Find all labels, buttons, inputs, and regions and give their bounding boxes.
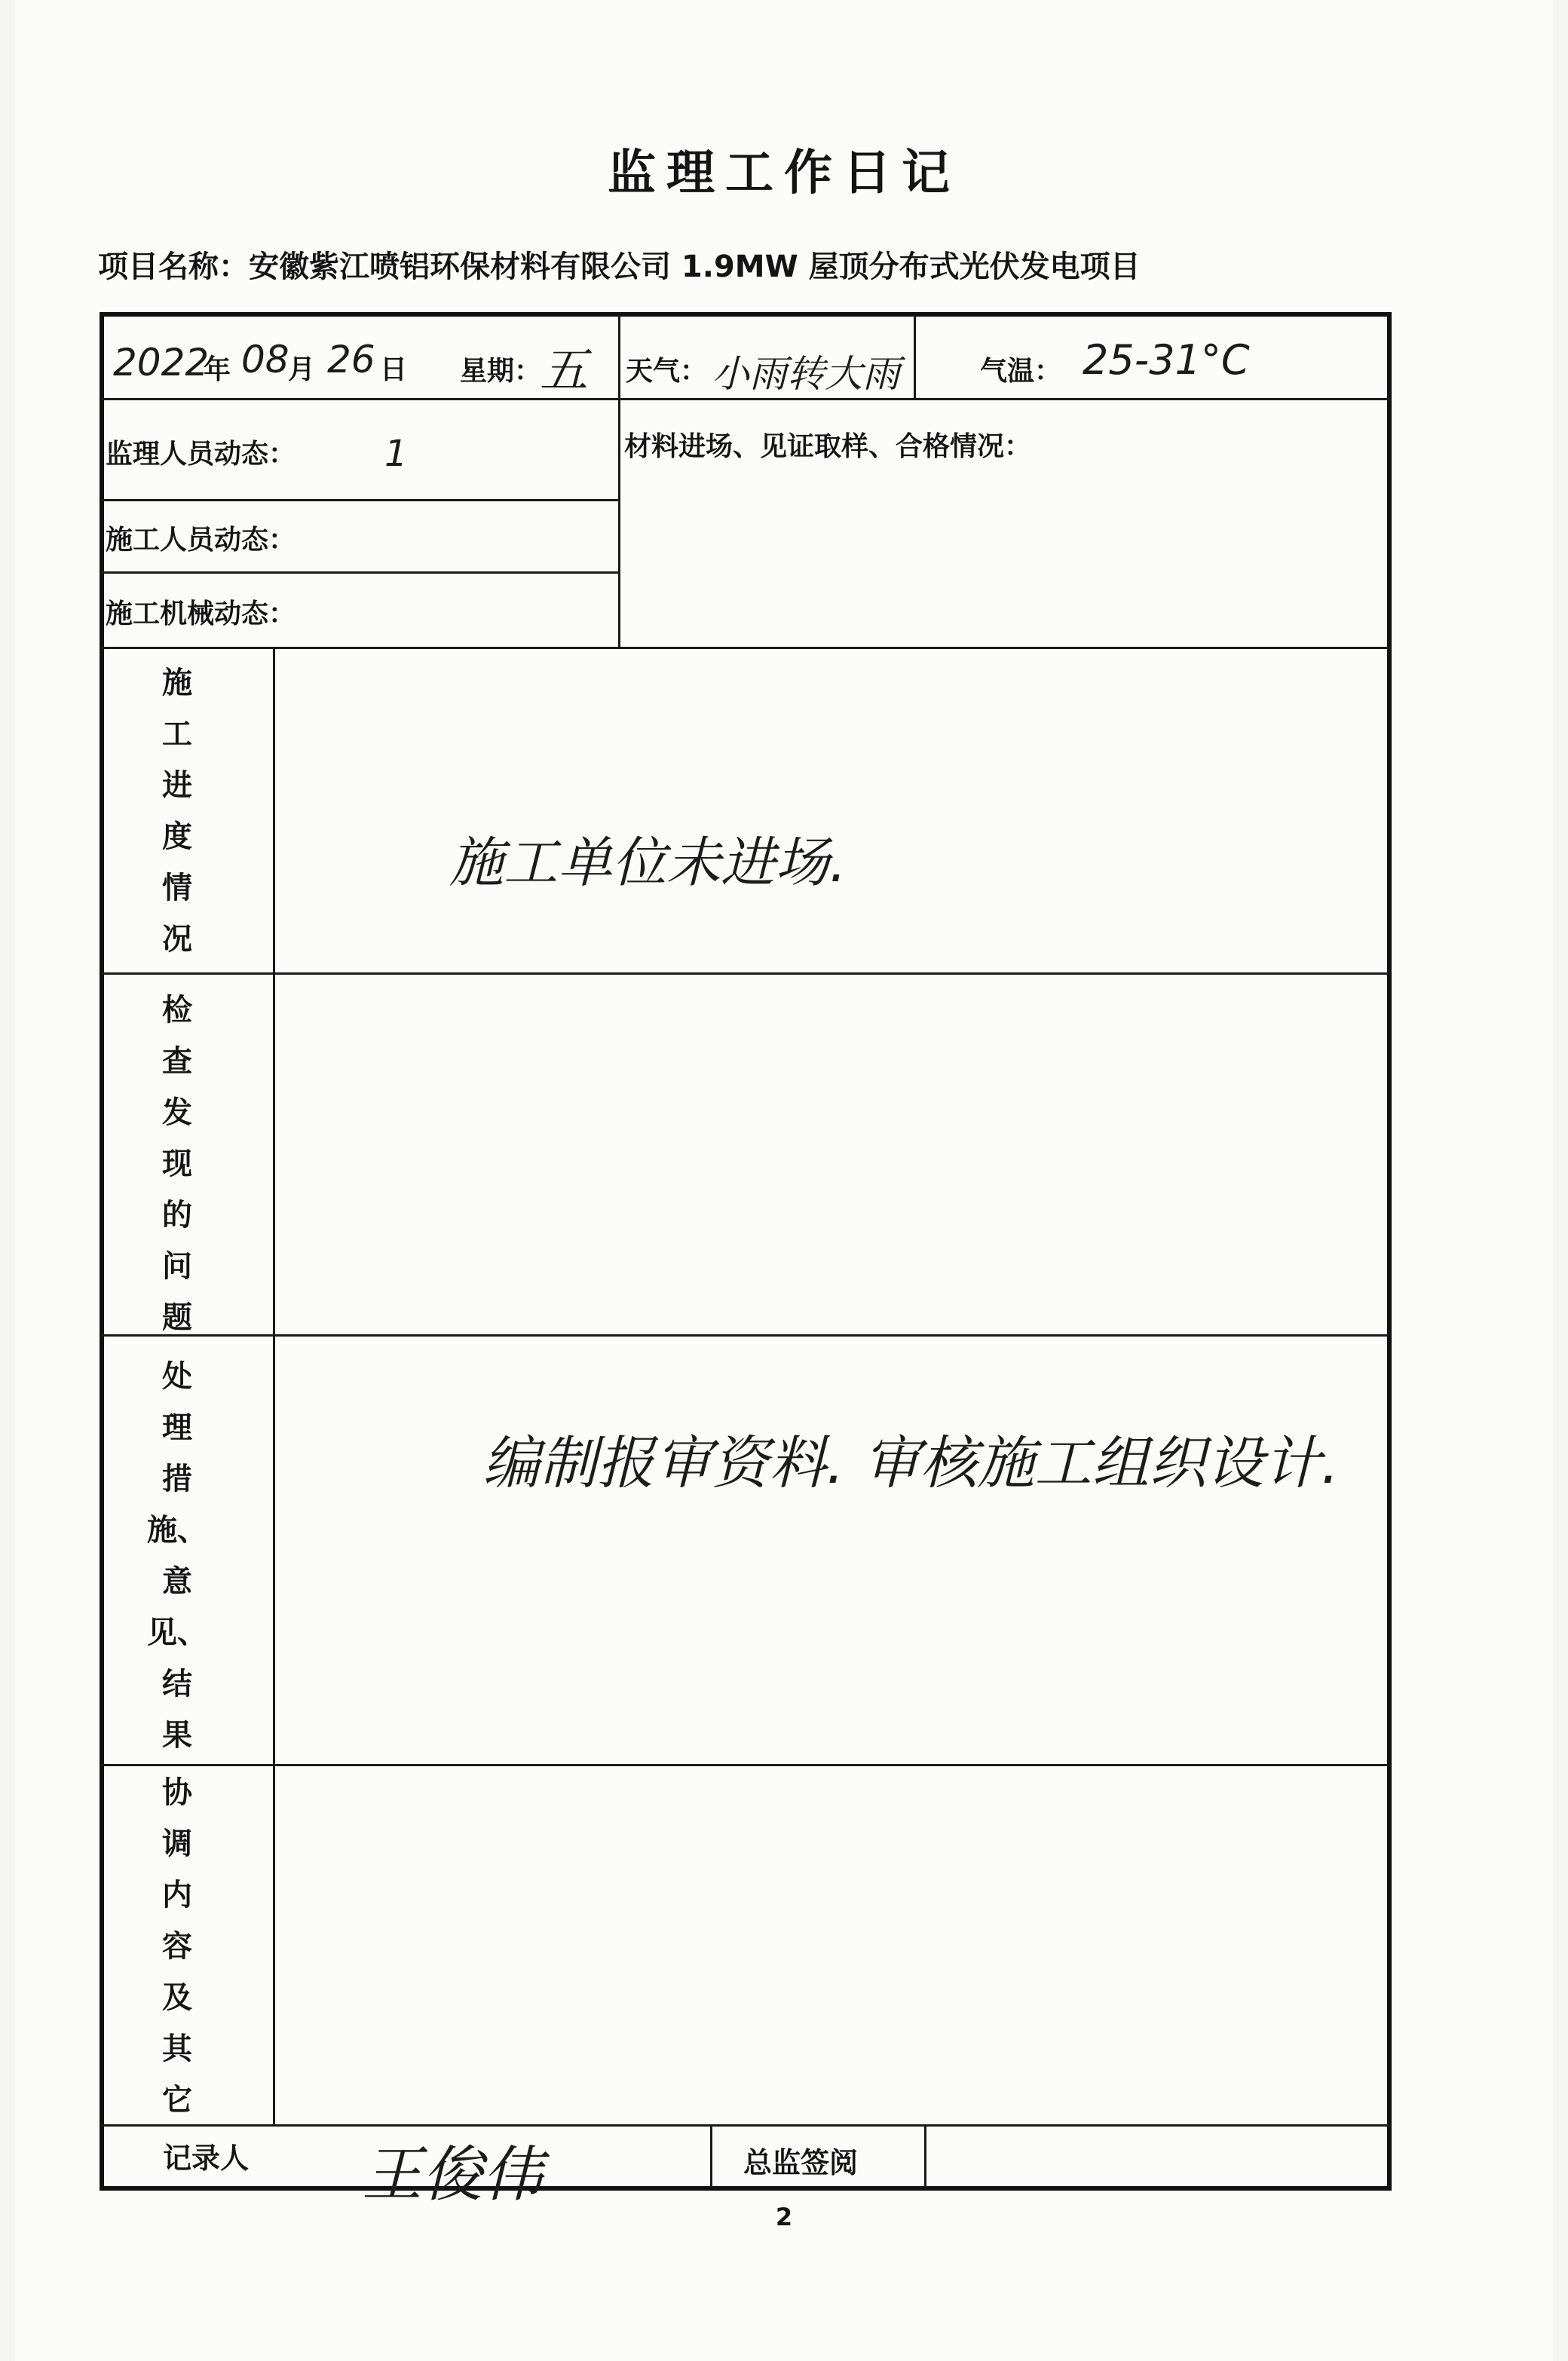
coordination-label: 协 调 内 容 及 其 它 [162,1775,192,2118]
col-divider [273,647,275,2126]
page-title: 监理工作日记 [608,145,960,201]
date-month: 08 [241,338,289,381]
chief-review-label: 总监签阅 [743,2146,859,2179]
weekday-label: 星期： [460,356,542,387]
progress-label: 施 工 进 度 情 况 [162,666,192,957]
col-divider [618,315,620,648]
row-divider [101,647,1390,649]
recorder-label: 记录人 [163,2142,250,2175]
date-day: 26 [327,338,375,381]
measures-label: 处 理 措 施、 意 见、 结 果 [147,1359,207,1753]
row-divider [101,398,1390,400]
row-divider [101,1764,1390,1766]
machinery-label: 施工机械动态： [106,599,296,629]
row-divider [101,499,618,501]
date-month-unit: 月 [288,354,316,385]
materials-label: 材料进场、见证取样、合格情况： [624,431,1032,462]
row-divider [101,972,1390,975]
page-number: 2 [775,2203,793,2231]
weekday-value: 五 [540,343,588,399]
col-divider [924,2124,926,2188]
row-divider [101,1334,1390,1337]
issues-label: 检 查 发 现 的 问 题 [162,993,192,1335]
recorder-signature: 王俊伟 [362,2139,543,2209]
progress-content: 施工单位未进场. [449,831,847,894]
supervisor-value: 1 [384,433,408,475]
date-day-unit: 日 [380,354,408,385]
construction-staff-label: 施工人员动态： [106,525,296,556]
col-divider [710,2124,712,2188]
weather-value: 小雨转大雨 [712,352,900,396]
weather-label: 天气： [626,356,708,387]
col-divider [914,315,916,400]
project-line [98,243,1141,286]
row-divider [101,571,618,574]
date-year-unit: 年 [204,354,231,385]
temperature-value: 25-31°C [1083,336,1250,384]
project-label: 项目名称： [98,250,249,284]
date-year: 2022 [113,341,210,384]
row-divider [101,2124,1390,2127]
temperature-label: 气温： [980,356,1062,387]
measures-content: 编制报审资料. 审核施工组织设计. [482,1429,1340,1496]
project-name: 安徽紫江喷铝环保材料有限公司 1.9MW 屋顶分布式光伏发电项目 [249,250,1141,284]
supervisor-label: 监理人员动态： [106,439,296,470]
